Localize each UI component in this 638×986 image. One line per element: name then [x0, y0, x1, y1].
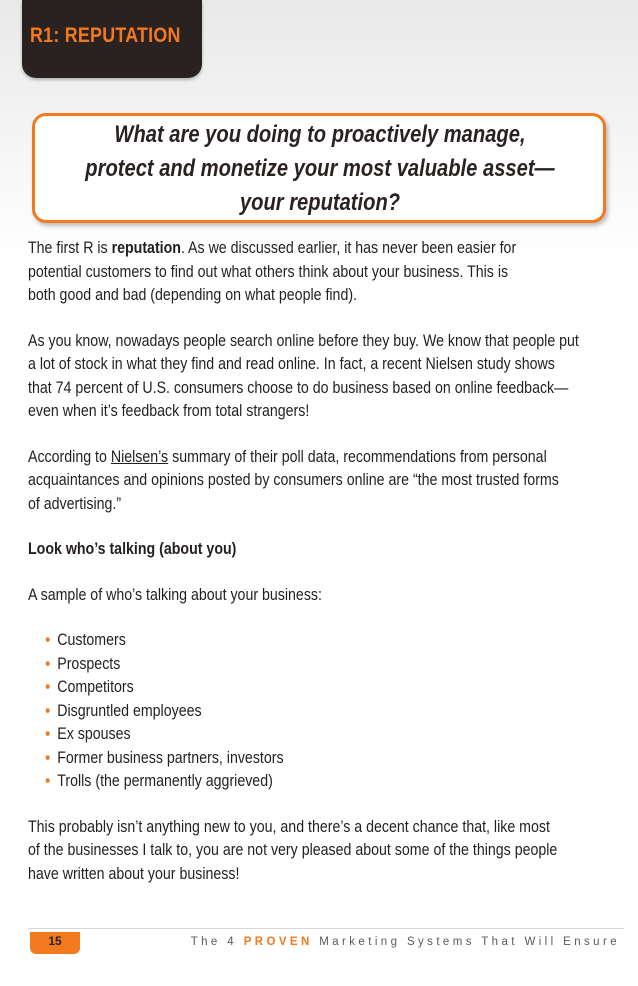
- list-item: [28, 723, 613, 747]
- text-line: [28, 237, 613, 261]
- bullet-icon: •: [45, 772, 51, 790]
- list-intro: A sample of who’s talking about your business:: [28, 585, 322, 604]
- text-run: summary of their poll data, recommendations from personal: [168, 447, 547, 466]
- list-item-text: Customers: [57, 631, 126, 649]
- callout-line: your reputation?: [239, 189, 401, 216]
- list-item-text: Prospects: [57, 654, 121, 673]
- text-line: even when it’s feedback from total strangers!: [28, 402, 310, 420]
- text-line: have written about your business!: [28, 864, 240, 883]
- list-item: [28, 770, 613, 794]
- text-run: . As we discussed earlier, it has never been easier for: [180, 239, 517, 257]
- text-line: a lot of stock in what they find and read online. In fact, a recent Nielsen study shows: [28, 355, 555, 373]
- text-run: According to: [28, 447, 111, 466]
- page-number: 15: [48, 934, 62, 948]
- paragraph-online-search: [28, 330, 613, 424]
- text-line: This probably isn’t anything new to you, and there’s a decent chance that, like most: [28, 817, 550, 836]
- bold-term: reputation: [111, 239, 181, 257]
- running-footer: [191, 936, 620, 948]
- nielsen-link[interactable]: Nielsen’s: [110, 447, 169, 466]
- list-item-text: Ex spouses: [57, 725, 131, 743]
- list-item: [28, 747, 613, 771]
- section-title: R1: REPUTATION: [30, 24, 181, 47]
- text-line: of the businesses I talk to, you are not very pleased about some of the things people: [28, 841, 558, 859]
- bullet-list: [28, 629, 613, 794]
- footer-text-run: The 4: [190, 936, 244, 948]
- footer-text-run: Marketing Systems That Will Ensure: [312, 936, 620, 948]
- bullet-icon: •: [45, 654, 51, 673]
- paragraph-closing: [28, 816, 613, 887]
- bullet-icon: •: [45, 725, 51, 743]
- footer-highlight: PROVEN: [243, 936, 313, 948]
- callout-line: protect and monetize your most valuable asset—: [85, 155, 555, 182]
- paragraph-nielsen: [28, 446, 613, 517]
- callout-line: What are you doing to proactively manage,: [114, 121, 526, 148]
- list-item: [28, 676, 613, 700]
- paragraph-intro: [28, 237, 613, 308]
- subheading: [28, 538, 613, 562]
- text-line: that 74 percent of U.S. consumers choose to do business based on online feedback—: [28, 378, 569, 397]
- list-item-text: Disgruntled employees: [57, 701, 202, 720]
- list-item-text: Competitors: [57, 678, 134, 696]
- bullet-icon: •: [45, 701, 51, 720]
- text-line: both good and bad (depending on what people find).: [28, 286, 358, 304]
- body-content: [28, 237, 613, 908]
- text-line: potential customers to find out what others think about your business. This is: [28, 262, 509, 281]
- bullet-icon: •: [45, 678, 51, 696]
- list-item: [28, 700, 613, 724]
- text-line: acquaintances and opinions posted by consumers online are “the most trusted forms: [28, 471, 559, 489]
- bullet-icon: •: [45, 631, 51, 649]
- list-item: [28, 629, 613, 653]
- subheading-text: Look who’s talking (about you): [28, 540, 237, 558]
- footer-divider: [28, 928, 624, 929]
- text-line: [28, 446, 613, 470]
- list-item-text: Former business partners, investors: [57, 748, 284, 767]
- callout-question: [85, 118, 555, 220]
- list-section: [28, 584, 613, 608]
- list-item: [28, 653, 613, 677]
- list-item-text: Trolls (the permanently aggrieved): [57, 772, 273, 790]
- text-line: of advertising.”: [28, 494, 122, 513]
- bullet-icon: •: [45, 748, 51, 767]
- text-line: As you know, nowadays people search online before they buy. We know that people put: [28, 331, 579, 350]
- text-run: The first R is: [28, 239, 112, 257]
